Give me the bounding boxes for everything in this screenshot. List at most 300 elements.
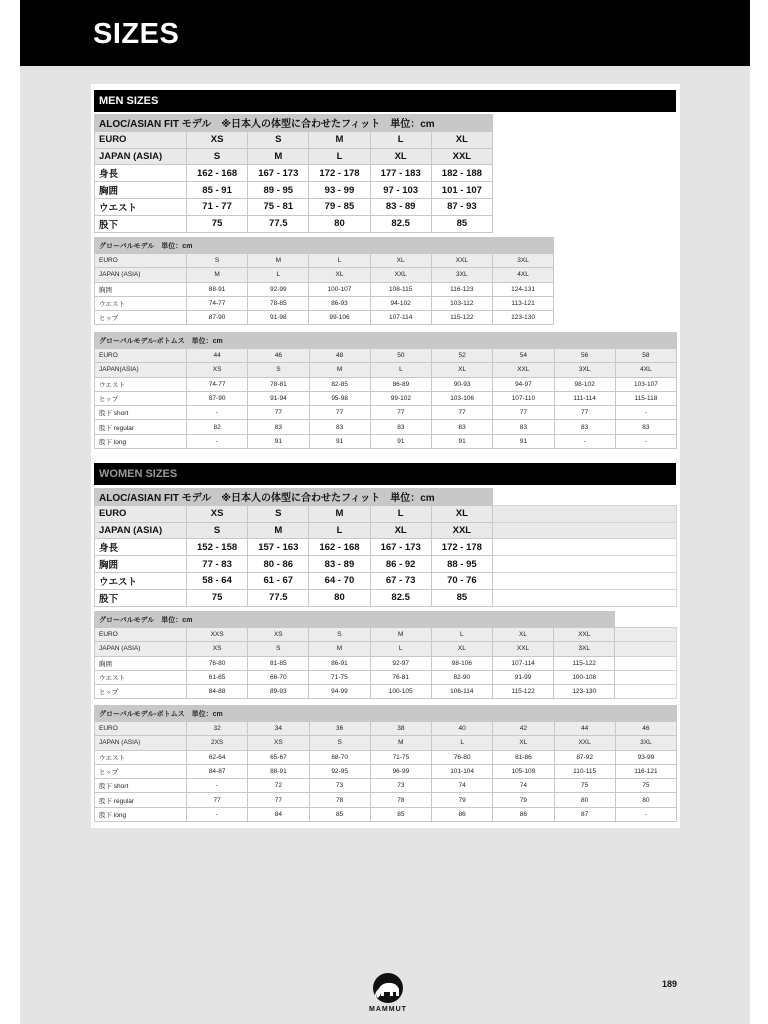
size-cell: 103-106 bbox=[432, 391, 493, 405]
row-label: ヒップ bbox=[95, 391, 187, 405]
table-caption: グローバルモデル-ボトムス 単位：cm bbox=[95, 333, 677, 349]
size-cell: 77 bbox=[248, 793, 309, 807]
size-cell: 106-114 bbox=[431, 685, 492, 699]
size-cell: 162 - 168 bbox=[187, 165, 248, 182]
table-caption-row bbox=[95, 489, 677, 506]
size-cell: 4XL bbox=[615, 363, 676, 377]
women-global-table bbox=[94, 611, 677, 699]
size-cell: 78 bbox=[309, 793, 370, 807]
row-label: 股下 short bbox=[95, 779, 187, 793]
empty-cell bbox=[493, 522, 677, 539]
size-cell: 89-93 bbox=[248, 685, 309, 699]
size-cell: 152 - 158 bbox=[187, 539, 248, 556]
size-cell: 86-89 bbox=[370, 377, 431, 391]
table-row bbox=[95, 215, 493, 232]
empty-cell bbox=[615, 628, 677, 642]
empty-cell bbox=[615, 656, 677, 670]
size-cell: L bbox=[309, 522, 370, 539]
size-cell: 123-130 bbox=[554, 685, 615, 699]
size-cell: 92-97 bbox=[370, 656, 431, 670]
size-cell: XL bbox=[309, 268, 370, 282]
size-cell: 113-121 bbox=[492, 296, 553, 310]
size-cell: 76-80 bbox=[187, 656, 248, 670]
table-row bbox=[95, 642, 677, 656]
size-cell: 72 bbox=[248, 779, 309, 793]
size-cell: 97 - 103 bbox=[370, 182, 431, 199]
empty-cell bbox=[493, 572, 677, 589]
size-cell: 86 bbox=[493, 807, 554, 821]
size-cell: M bbox=[370, 736, 431, 750]
size-cell: 73 bbox=[370, 779, 431, 793]
size-cell: - bbox=[554, 434, 615, 448]
page-header bbox=[20, 0, 750, 66]
size-cell: XL bbox=[370, 148, 431, 165]
size-cell: 115-122 bbox=[554, 656, 615, 670]
size-cell: 77.5 bbox=[248, 589, 309, 606]
size-cell: 124-131 bbox=[492, 282, 553, 296]
empty-cell bbox=[615, 612, 677, 628]
size-cell: 116-123 bbox=[431, 282, 492, 296]
row-label: JAPAN (ASIA) bbox=[95, 148, 187, 165]
size-cell: - bbox=[615, 434, 676, 448]
size-cell: L bbox=[248, 268, 309, 282]
size-cell: 91-99 bbox=[492, 670, 553, 684]
size-cell: XS bbox=[187, 505, 248, 522]
size-cell: XL bbox=[431, 642, 492, 656]
size-cell: 81-85 bbox=[248, 656, 309, 670]
size-cell: 83 bbox=[248, 420, 309, 434]
table-row bbox=[95, 182, 493, 199]
size-cell: 95-98 bbox=[309, 391, 370, 405]
size-cell: 91-98 bbox=[248, 311, 309, 325]
table-row bbox=[95, 311, 554, 325]
table-row bbox=[95, 807, 677, 821]
size-cell: 107-114 bbox=[492, 656, 553, 670]
size-cell: 85 bbox=[370, 807, 431, 821]
size-cell: 2XS bbox=[187, 736, 248, 750]
table-row bbox=[95, 628, 677, 642]
table-caption-row bbox=[95, 238, 554, 254]
size-cell: 66-70 bbox=[248, 670, 309, 684]
size-cell: 58 bbox=[615, 349, 676, 363]
size-cell: M bbox=[309, 363, 370, 377]
size-cell: 77 bbox=[493, 406, 554, 420]
size-cell: 42 bbox=[493, 722, 554, 736]
size-cell: 86 - 92 bbox=[370, 556, 431, 573]
size-cell: 40 bbox=[432, 722, 493, 736]
size-cell: M bbox=[370, 628, 431, 642]
size-cell: XS bbox=[187, 363, 248, 377]
table-row bbox=[95, 165, 493, 182]
size-cell: 3XL bbox=[554, 363, 615, 377]
size-cell: 70 - 76 bbox=[431, 572, 492, 589]
table-row bbox=[95, 296, 554, 310]
row-label: 股下 regular bbox=[95, 420, 187, 434]
size-cell: 83 - 89 bbox=[309, 556, 370, 573]
size-cell: 94-99 bbox=[309, 685, 370, 699]
row-label: ウエスト bbox=[95, 296, 187, 310]
size-cell: 103-107 bbox=[615, 377, 676, 391]
size-cell: XL bbox=[370, 254, 431, 268]
size-cell: 92-95 bbox=[309, 764, 370, 778]
table-caption: グローバルモデル 単位：cm bbox=[95, 612, 615, 628]
table-row bbox=[95, 764, 677, 778]
size-cell: 46 bbox=[248, 349, 309, 363]
size-cell: 123-130 bbox=[492, 311, 553, 325]
size-cell: 167 - 173 bbox=[370, 539, 431, 556]
row-label: EURO bbox=[95, 131, 187, 148]
table-row bbox=[95, 779, 677, 793]
table-row bbox=[95, 505, 677, 522]
row-label: 股下 regular bbox=[95, 793, 187, 807]
size-cell: L bbox=[309, 148, 370, 165]
size-cell: XXL bbox=[554, 736, 615, 750]
size-cell: 79 bbox=[493, 793, 554, 807]
size-cell: L bbox=[370, 505, 431, 522]
table-row bbox=[95, 670, 677, 684]
size-cell: 82.5 bbox=[370, 215, 431, 232]
row-label: 胸囲 bbox=[95, 656, 187, 670]
size-cell: 107-114 bbox=[370, 311, 431, 325]
size-cell: 48 bbox=[309, 349, 370, 363]
row-label: ウエスト bbox=[95, 572, 187, 589]
size-cell: 82 bbox=[187, 420, 248, 434]
size-cell: L bbox=[370, 131, 431, 148]
empty-cell bbox=[493, 556, 677, 573]
row-label: 股下 bbox=[95, 215, 187, 232]
size-cell: 44 bbox=[187, 349, 248, 363]
size-cell: 36 bbox=[309, 722, 370, 736]
size-cell: 77 bbox=[248, 406, 309, 420]
size-cell: 82-90 bbox=[431, 670, 492, 684]
size-cell: 74-77 bbox=[187, 296, 248, 310]
size-cell: 67 - 73 bbox=[370, 572, 431, 589]
size-cell: 115-122 bbox=[492, 685, 553, 699]
table-row bbox=[95, 589, 677, 606]
table-row bbox=[95, 750, 677, 764]
size-cell: M bbox=[248, 254, 309, 268]
size-cell: 74-77 bbox=[187, 377, 248, 391]
size-cell: 78 bbox=[370, 793, 431, 807]
size-cell: 116-121 bbox=[615, 764, 676, 778]
men-section-title: MEN SIZES bbox=[94, 90, 676, 112]
size-cell: M bbox=[309, 505, 370, 522]
size-cell: 87-90 bbox=[187, 311, 248, 325]
size-cell: 71 - 77 bbox=[187, 198, 248, 215]
row-label: ウエスト bbox=[95, 670, 187, 684]
size-cell: 62-64 bbox=[187, 750, 248, 764]
size-cell: 85 - 91 bbox=[187, 182, 248, 199]
size-cell: L bbox=[309, 254, 370, 268]
page-number: 189 bbox=[662, 979, 678, 989]
table-caption: ALOC/ASIAN FIT モデル ※日本人の体型に合わせたフィット 単位：cm bbox=[95, 115, 493, 132]
row-label: EURO bbox=[95, 254, 187, 268]
size-cell: 83 bbox=[554, 420, 615, 434]
size-cell: 79 - 85 bbox=[309, 198, 370, 215]
empty-cell bbox=[493, 589, 677, 606]
size-cell: L bbox=[370, 363, 431, 377]
size-cell: 91 bbox=[309, 434, 370, 448]
size-cell: M bbox=[309, 642, 370, 656]
row-label: JAPAN (ASIA) bbox=[95, 642, 187, 656]
size-cell: 91 bbox=[248, 434, 309, 448]
size-cell: 4XL bbox=[492, 268, 553, 282]
size-cell: S bbox=[248, 642, 309, 656]
size-cell: 75 bbox=[187, 589, 248, 606]
size-cell: 77 bbox=[370, 406, 431, 420]
row-label: ヒップ bbox=[95, 311, 187, 325]
size-cell: 100-107 bbox=[309, 282, 370, 296]
size-cell: 85 bbox=[309, 807, 370, 821]
size-cell: 107-110 bbox=[493, 391, 554, 405]
size-cell: 101 - 107 bbox=[431, 182, 492, 199]
size-cell: 88 - 95 bbox=[431, 556, 492, 573]
size-cell: 111-114 bbox=[554, 391, 615, 405]
size-cell: 75 bbox=[615, 779, 676, 793]
size-cell: 32 bbox=[187, 722, 248, 736]
row-label: JAPAN (ASIA) bbox=[95, 522, 187, 539]
size-cell: 87-90 bbox=[187, 391, 248, 405]
row-label: JAPAN (ASIA) bbox=[95, 268, 187, 282]
size-cell: 77 bbox=[187, 793, 248, 807]
size-cell: 76-80 bbox=[432, 750, 493, 764]
size-cell: 86-93 bbox=[309, 296, 370, 310]
size-cell: 177 - 183 bbox=[370, 165, 431, 182]
row-label: ヒップ bbox=[95, 685, 187, 699]
size-cell: 3XL bbox=[615, 736, 676, 750]
size-cell: XXL bbox=[493, 363, 554, 377]
size-cell: 103-112 bbox=[431, 296, 492, 310]
size-cell: 91 bbox=[432, 434, 493, 448]
size-cell: S bbox=[248, 131, 309, 148]
size-cell: 91-94 bbox=[248, 391, 309, 405]
size-cell: XL bbox=[370, 522, 431, 539]
size-cell: 77 bbox=[309, 406, 370, 420]
row-label: 股下 long bbox=[95, 434, 187, 448]
row-label: ウエスト bbox=[95, 198, 187, 215]
size-cell: L bbox=[431, 628, 492, 642]
table-row bbox=[95, 434, 677, 448]
size-cell: 78-85 bbox=[248, 296, 309, 310]
size-cell: S bbox=[248, 505, 309, 522]
row-label: ヒップ bbox=[95, 764, 187, 778]
table-caption-row bbox=[95, 333, 677, 349]
size-cell: - bbox=[615, 406, 676, 420]
empty-cell bbox=[615, 685, 677, 699]
size-cell: 99-106 bbox=[309, 311, 370, 325]
table-row bbox=[95, 131, 493, 148]
size-cell: 87-92 bbox=[554, 750, 615, 764]
size-cell: 98-106 bbox=[431, 656, 492, 670]
page-title: SIZES bbox=[93, 18, 180, 50]
size-cell: 86 bbox=[432, 807, 493, 821]
table-row bbox=[95, 685, 677, 699]
women-section-title: WOMEN SIZES bbox=[94, 463, 676, 485]
size-cell: XL bbox=[431, 131, 492, 148]
size-cell: 100-105 bbox=[370, 685, 431, 699]
size-cell: XL bbox=[432, 363, 493, 377]
size-cell: 157 - 163 bbox=[248, 539, 309, 556]
size-cell: L bbox=[432, 736, 493, 750]
size-cell: 79 bbox=[432, 793, 493, 807]
size-cell: XXL bbox=[554, 628, 615, 642]
size-cell: 94-102 bbox=[370, 296, 431, 310]
size-cell: 3XL bbox=[492, 254, 553, 268]
women-bottoms-table bbox=[94, 705, 677, 822]
size-cell: 87 bbox=[554, 807, 615, 821]
table-row bbox=[95, 268, 554, 282]
empty-cell bbox=[493, 539, 677, 556]
row-label: 胸囲 bbox=[95, 282, 187, 296]
empty-cell bbox=[615, 642, 677, 656]
size-cell: 94-97 bbox=[493, 377, 554, 391]
size-cell: 61-65 bbox=[187, 670, 248, 684]
size-cell: 75 bbox=[554, 779, 615, 793]
size-cell: 115-118 bbox=[615, 391, 676, 405]
size-cell: 83 bbox=[432, 420, 493, 434]
size-cell: 98-102 bbox=[554, 377, 615, 391]
empty-cell bbox=[493, 505, 677, 522]
size-cell: 65-67 bbox=[248, 750, 309, 764]
row-label: ウエスト bbox=[95, 377, 187, 391]
size-cell: L bbox=[370, 642, 431, 656]
size-cell: 172 - 178 bbox=[309, 165, 370, 182]
size-cell: 85 bbox=[431, 589, 492, 606]
size-cell: 110-115 bbox=[554, 764, 615, 778]
men-aloc-table bbox=[94, 114, 493, 233]
table-caption: グローバルモデル 単位：cm bbox=[95, 238, 554, 254]
table-row bbox=[95, 793, 677, 807]
size-cell: 182 - 188 bbox=[431, 165, 492, 182]
size-cell: 91 bbox=[370, 434, 431, 448]
size-cell: 74 bbox=[493, 779, 554, 793]
size-cell: - bbox=[187, 807, 248, 821]
size-cell: 84-88 bbox=[187, 685, 248, 699]
size-cell: XL bbox=[493, 736, 554, 750]
size-cell: XXL bbox=[431, 254, 492, 268]
size-cell: 38 bbox=[370, 722, 431, 736]
size-cell: 56 bbox=[554, 349, 615, 363]
size-cell: - bbox=[187, 779, 248, 793]
size-cell: 71-75 bbox=[309, 670, 370, 684]
size-cell: 80 bbox=[554, 793, 615, 807]
size-cell: 83 bbox=[370, 420, 431, 434]
size-cell: 115-122 bbox=[431, 311, 492, 325]
table-row bbox=[95, 406, 677, 420]
row-label: 身長 bbox=[95, 539, 187, 556]
size-cell: 80 bbox=[309, 589, 370, 606]
size-cell: XXL bbox=[431, 148, 492, 165]
size-cell: 52 bbox=[432, 349, 493, 363]
size-cell: M bbox=[187, 268, 248, 282]
size-cell: 84 bbox=[248, 807, 309, 821]
size-cell: 80 bbox=[309, 215, 370, 232]
size-cell: 61 - 67 bbox=[248, 572, 309, 589]
row-label: JAPAN (ASIA) bbox=[95, 736, 187, 750]
size-cell: 3XL bbox=[554, 642, 615, 656]
size-cell: 83 bbox=[615, 420, 676, 434]
row-label: 股下 short bbox=[95, 406, 187, 420]
size-cell: S bbox=[309, 736, 370, 750]
size-cell: 84-87 bbox=[187, 764, 248, 778]
brand-name: MAMMUT bbox=[369, 1006, 407, 1013]
size-cell: 88-91 bbox=[248, 764, 309, 778]
size-cell: 80 bbox=[615, 793, 676, 807]
size-cell: XS bbox=[248, 736, 309, 750]
size-cell: 75 bbox=[187, 215, 248, 232]
table-caption-row bbox=[95, 612, 677, 628]
table-row bbox=[95, 377, 677, 391]
size-cell: XS bbox=[187, 642, 248, 656]
size-cell: 68-70 bbox=[309, 750, 370, 764]
size-cell: 92-99 bbox=[248, 282, 309, 296]
size-cell: M bbox=[309, 131, 370, 148]
row-label: EURO bbox=[95, 628, 187, 642]
size-cell: 85 bbox=[431, 215, 492, 232]
table-row bbox=[95, 522, 677, 539]
size-cell: 91 bbox=[493, 434, 554, 448]
table-row bbox=[95, 282, 554, 296]
size-cell: 87 - 93 bbox=[431, 198, 492, 215]
men-global-table bbox=[94, 237, 554, 325]
size-cell: 3XL bbox=[431, 268, 492, 282]
size-cell: 73 bbox=[309, 779, 370, 793]
size-cell: 46 bbox=[615, 722, 676, 736]
size-cell: M bbox=[248, 522, 309, 539]
size-cell: 162 - 168 bbox=[309, 539, 370, 556]
table-row bbox=[95, 539, 677, 556]
size-cell: 77 bbox=[432, 406, 493, 420]
size-cell: 82.5 bbox=[370, 589, 431, 606]
size-cell: XXL bbox=[492, 642, 553, 656]
size-cell: - bbox=[187, 434, 248, 448]
table-caption: グローバルモデル-ボトムス 単位：cm bbox=[95, 706, 677, 722]
size-cell: 50 bbox=[370, 349, 431, 363]
row-label: EURO bbox=[95, 349, 187, 363]
size-cell: 75 - 81 bbox=[248, 198, 309, 215]
size-cell: 64 - 70 bbox=[309, 572, 370, 589]
size-cell: XS bbox=[248, 628, 309, 642]
empty-cell bbox=[493, 489, 677, 506]
size-cell: 90-93 bbox=[432, 377, 493, 391]
size-cell: 172 - 178 bbox=[431, 539, 492, 556]
table-row bbox=[95, 254, 554, 268]
table-row bbox=[95, 722, 677, 736]
size-cell: 100-108 bbox=[554, 670, 615, 684]
row-label: 股下 long bbox=[95, 807, 187, 821]
size-cell: 77 bbox=[554, 406, 615, 420]
table-caption: ALOC/ASIAN FIT モデル ※日本人の体型に合わせたフィット 単位：cm bbox=[95, 489, 493, 506]
size-cell: 74 bbox=[432, 779, 493, 793]
size-cell: 83 bbox=[493, 420, 554, 434]
table-row bbox=[95, 198, 493, 215]
table-row bbox=[95, 656, 677, 670]
size-cell: 99-102 bbox=[370, 391, 431, 405]
size-cell: 81-86 bbox=[493, 750, 554, 764]
size-cell: S bbox=[187, 522, 248, 539]
row-label: 胸囲 bbox=[95, 182, 187, 199]
size-cell: 167 - 173 bbox=[248, 165, 309, 182]
size-cell: 71-75 bbox=[370, 750, 431, 764]
row-label: 身長 bbox=[95, 165, 187, 182]
size-cell: S bbox=[248, 363, 309, 377]
size-cell: S bbox=[187, 254, 248, 268]
size-cell: 88-91 bbox=[187, 282, 248, 296]
women-aloc-table bbox=[94, 488, 677, 607]
table-row bbox=[95, 572, 677, 589]
table-row bbox=[95, 148, 493, 165]
size-cell: XS bbox=[187, 131, 248, 148]
